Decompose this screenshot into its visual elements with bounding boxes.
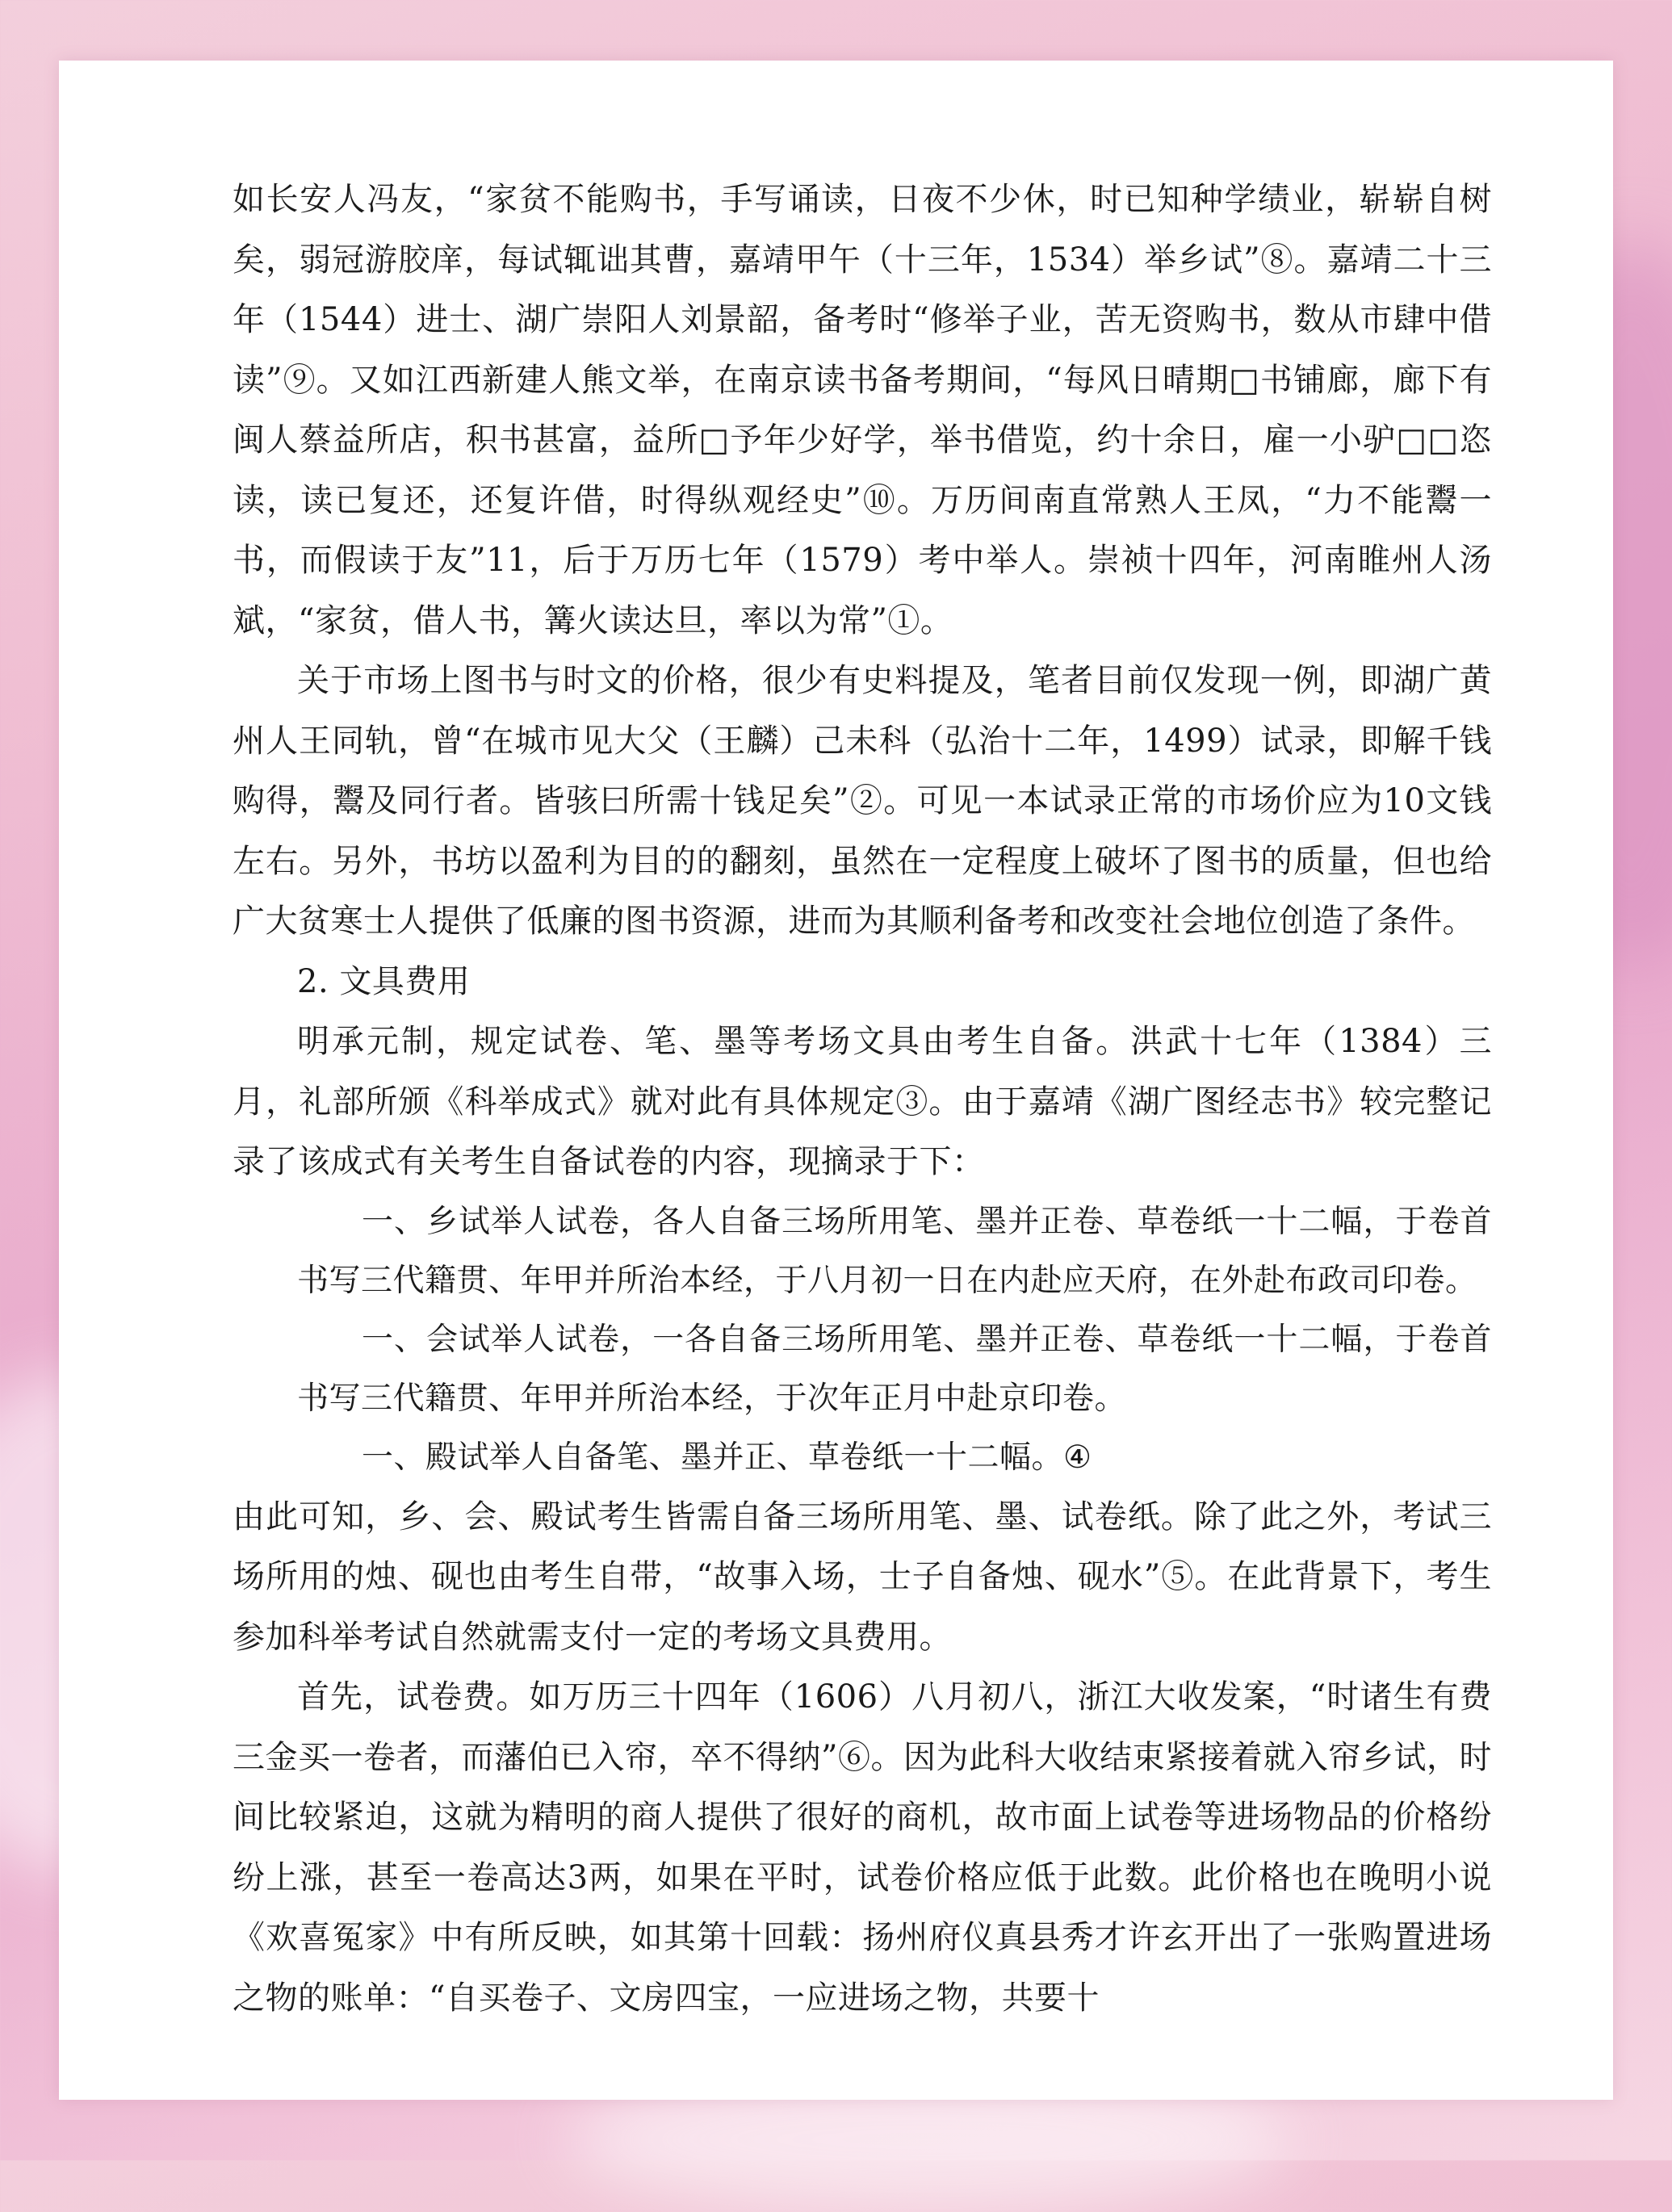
section-heading: 2. 文具费用 bbox=[297, 962, 471, 1000]
paragraph-stationery-rules: 明承元制，规定试卷、笔、墨等考场文具由考生自备。洪武十七年（1384）三月，礼部所颁《科举成式》就对此有具体规定③。由于嘉靖《湖广图经志书》较完整记录了该成式有关考生自备试卷的内容，现摘录于下： bbox=[233, 1023, 1492, 1180]
quote-metropolitan-exam: 一、会试举人试卷，一各自备三场所用笔、墨并正卷、草卷纸一十二幅，于卷首书写三代籍贯、年甲并所治本经，于次年正月中赴京印卷。 bbox=[297, 1321, 1492, 1417]
paragraph-reading-habits: 如长安人冯友，“家贫不能购书，手写诵读，日夜不少休，时已知种学绩业，崭崭自树矣，弱冠游胶庠，每试辄诎其曹，嘉靖甲午（十三年，1534）举乡试”⑧。嘉靖二十三年（1544）进士、湖广崇阳人刘景韶，备考时“修举子业，苦无资购书，数从市肆中借读”⑨。又如江西新建人熊文举，在南京读书备考期间，“每风日晴期□书铺廊，廊下有闽人蔡益所店，积书甚富，益所□予年少好学，举书借览，约十余日，雇一小驴□□恣读，读已复还，还复许借，时得纵观经史”⑩。万历间南直常熟人王凤，“力不能鬻一书，而假读于友”11，后于万历七年（1579）考中举人。崇祯十四年，河南睢州人汤斌，“家贫，借人书，篝火读达旦，率以为常”①。 bbox=[233, 181, 1492, 639]
quote-provincial-exam: 一、乡试举人试卷，各人自备三场所用笔、墨并正卷、草卷纸一十二幅，于卷首书写三代籍贯、年甲并所治本经，于八月初一日在内赴应天府，在外赴布政司印卷。 bbox=[297, 1203, 1492, 1299]
paragraph-exam-paper-cost: 首先，试卷费。如万历三十四年（1606）八月初八，浙江大收发案，“时诸生有费三金买一卷者，而藩伯已入帘，卒不得纳”⑥。因为此科大收结束紧接着就入帘乡试，时间比较紧迫，这就为精明的商人提供了很好的商机，故市面上试卷等进场物品的价格纷纷上涨，甚至一卷高达3两，如果在平时，试卷价格应低于此数。此价格也在晚明小说《欢喜冤家》中有所反映，如其第十回载：扬州府仪真县秀才许玄开出了一张购置进场之物的账单：“自买卷子、文房四宝，一应进场之物，共要十 bbox=[233, 1678, 1492, 2017]
paragraph-candidate-supplies: 由此可知，乡、会、殿试考生皆需自备三场所用笔、墨、试卷纸。除了此之外，考试三场所用的烛、砚也由考生自带，“故事入场，士子自备烛、砚水”⑤。在此背景下，考生参加科举考试自然就需支付一定的考场文具费用。 bbox=[233, 1498, 1492, 1656]
quote-palace-exam: 一、殿试举人自备笔、墨并正、草卷纸一十二幅。④ bbox=[362, 1439, 1092, 1476]
paragraph-book-prices: 关于市场上图书与时文的价格，很少有史料提及，笔者目前仅发现一例，即湖广黄州人王同轨，曾“在城市见大父（王麟）己未科（弘治十二年，1499）试录，即解千钱购得，鬻及同行者。皆骇曰所需十钱足矣”②。可见一本试录正常的市场价应为10文钱左右。另外，书坊以盈利为目的的翻刻，虽然在一定程度上破坏了图书的质量，但也给广大贫寒士人提供了低廉的图书资源，进而为其顺利备考和改变社会地位创造了条件。 bbox=[233, 662, 1492, 940]
document-body bbox=[233, 170, 1492, 2028]
document-page bbox=[59, 61, 1613, 2100]
